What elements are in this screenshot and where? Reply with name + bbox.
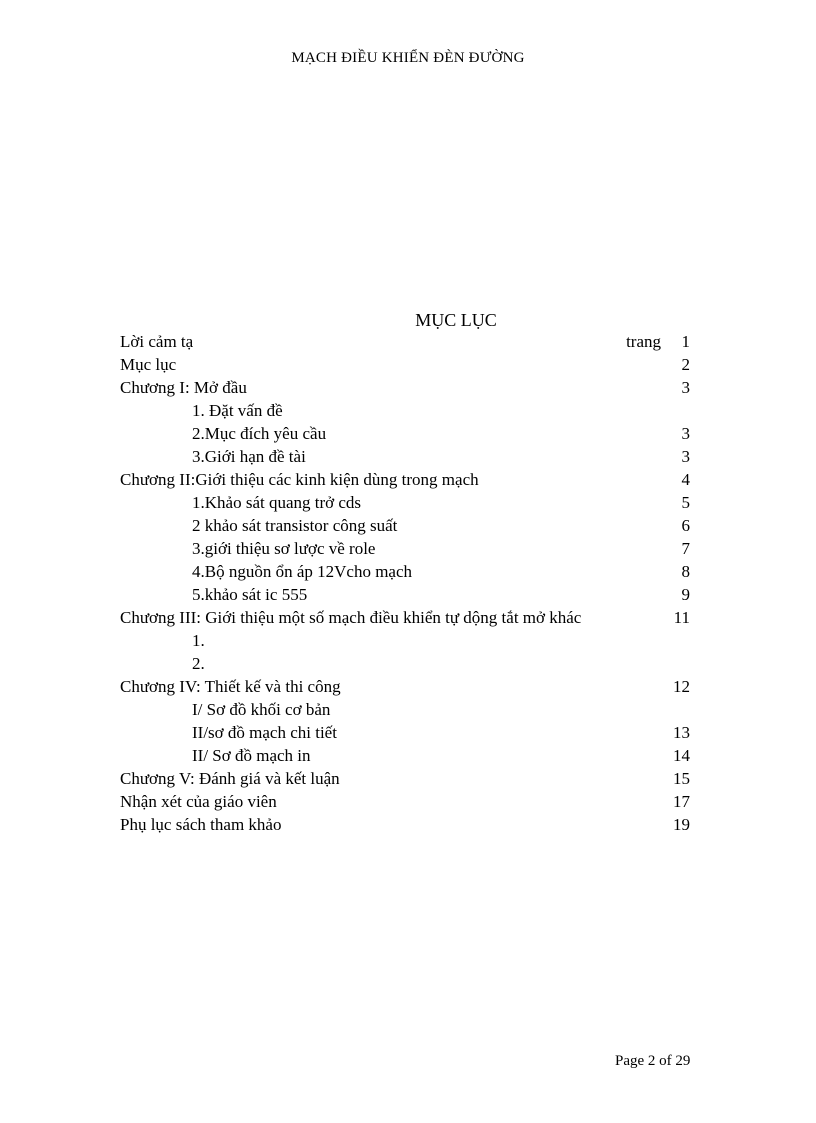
toc-entry-label: 1. xyxy=(192,631,205,650)
toc-entry-label: 1. Đặt vấn đề xyxy=(192,401,283,420)
toc-entry xyxy=(120,422,690,445)
toc-entry-page: 7 xyxy=(681,539,690,558)
toc-entry xyxy=(120,445,690,468)
toc-entry-page: 3 xyxy=(681,378,690,397)
toc-entry-label: Mục lục xyxy=(120,355,177,374)
toc-entry-label: Chương I: Mở đầu xyxy=(120,378,247,397)
toc-entry xyxy=(120,721,690,744)
toc-entry xyxy=(120,629,690,652)
toc-entry-label: II/ Sơ đồ mạch in xyxy=(192,746,311,765)
toc-entry-page: 17 xyxy=(673,792,690,811)
table-of-contents xyxy=(120,330,690,836)
toc-page-word: trang xyxy=(626,332,661,351)
toc-entry xyxy=(120,376,690,399)
toc-entry-page: 3 xyxy=(681,424,690,443)
toc-entry-label: Chương III: Giới thiệu một số mạch điều khiển tự dộng tắt mở khác xyxy=(120,608,582,627)
toc-entry-label: Nhận xét của giáo viên xyxy=(120,792,277,811)
toc-entry xyxy=(120,744,690,767)
toc-entry xyxy=(120,353,690,376)
toc-entry xyxy=(120,675,690,698)
toc-entry-label: 2.Mục đích yêu cầu xyxy=(192,424,327,443)
page-header-title: MẠCH ĐIỀU KHIỂN ĐÈN ĐƯỜNG xyxy=(291,50,525,66)
toc-entry-label: 3.Giới hạn đề tài xyxy=(192,447,306,466)
toc-title: MỤC LỤC xyxy=(415,310,497,330)
toc-entry xyxy=(120,330,690,353)
toc-entry-label: 3.giới thiệu sơ lược về role xyxy=(192,539,376,558)
toc-entry-page: 2 xyxy=(681,355,690,374)
toc-entry xyxy=(120,652,690,675)
toc-entry-label: 1.Khảo sát quang trở cds xyxy=(192,493,362,512)
toc-entry-page: 8 xyxy=(681,562,690,581)
toc-entry-page: 9 xyxy=(681,585,690,604)
toc-entry xyxy=(120,468,690,491)
toc-entry-label: Lời cảm tạ xyxy=(120,332,194,351)
toc-entry-label: II/sơ đồ mạch chi tiết xyxy=(192,723,337,742)
toc-entry-label: Phụ lục sách tham khảo xyxy=(120,815,282,834)
toc-entry-label: Chương II:Giới thiệu các kinh kiện dùng trong mạch xyxy=(120,470,479,489)
toc-entry xyxy=(120,514,690,537)
toc-entry xyxy=(120,491,690,514)
toc-entry-page: 5 xyxy=(681,493,690,512)
toc-entry xyxy=(120,698,690,721)
toc-entry-page: 13 xyxy=(673,723,690,742)
toc-entry-label: I/ Sơ đồ khối cơ bản xyxy=(192,700,331,719)
toc-entry-page: 12 xyxy=(673,677,690,696)
toc-entry-label: 4.Bộ nguồn ổn áp 12Vcho mạch xyxy=(192,562,413,581)
toc-entry-page: 6 xyxy=(681,516,690,535)
toc-entry-page: 19 xyxy=(673,815,690,834)
toc-entry-page: 4 xyxy=(681,470,690,489)
toc-entry xyxy=(120,537,690,560)
toc-entry xyxy=(120,399,690,422)
toc-entry-page: 15 xyxy=(673,769,690,788)
toc-entry-label: 5.khảo sát ic 555 xyxy=(192,585,308,604)
toc-entry-label: 2 khảo sát transistor công suất xyxy=(192,516,398,535)
toc-entry-page: 14 xyxy=(673,746,690,765)
toc-entry-page: 11 xyxy=(673,608,690,627)
toc-entry-label: 2. xyxy=(192,654,205,673)
toc-entry-label: Chương V: Đánh giá và kết luận xyxy=(120,769,340,788)
toc-entry xyxy=(120,583,690,606)
toc-entry xyxy=(120,606,690,629)
toc-entry xyxy=(120,813,690,836)
toc-entry-page: 1 xyxy=(681,332,690,351)
toc-entry xyxy=(120,560,690,583)
toc-entry-page: 3 xyxy=(681,447,690,466)
toc-entry xyxy=(120,767,690,790)
toc-entry xyxy=(120,790,690,813)
toc-entry-label: Chương IV: Thiết kế và thi công xyxy=(120,677,341,696)
page-number-footer: Page 2 of 29 xyxy=(615,1053,691,1069)
